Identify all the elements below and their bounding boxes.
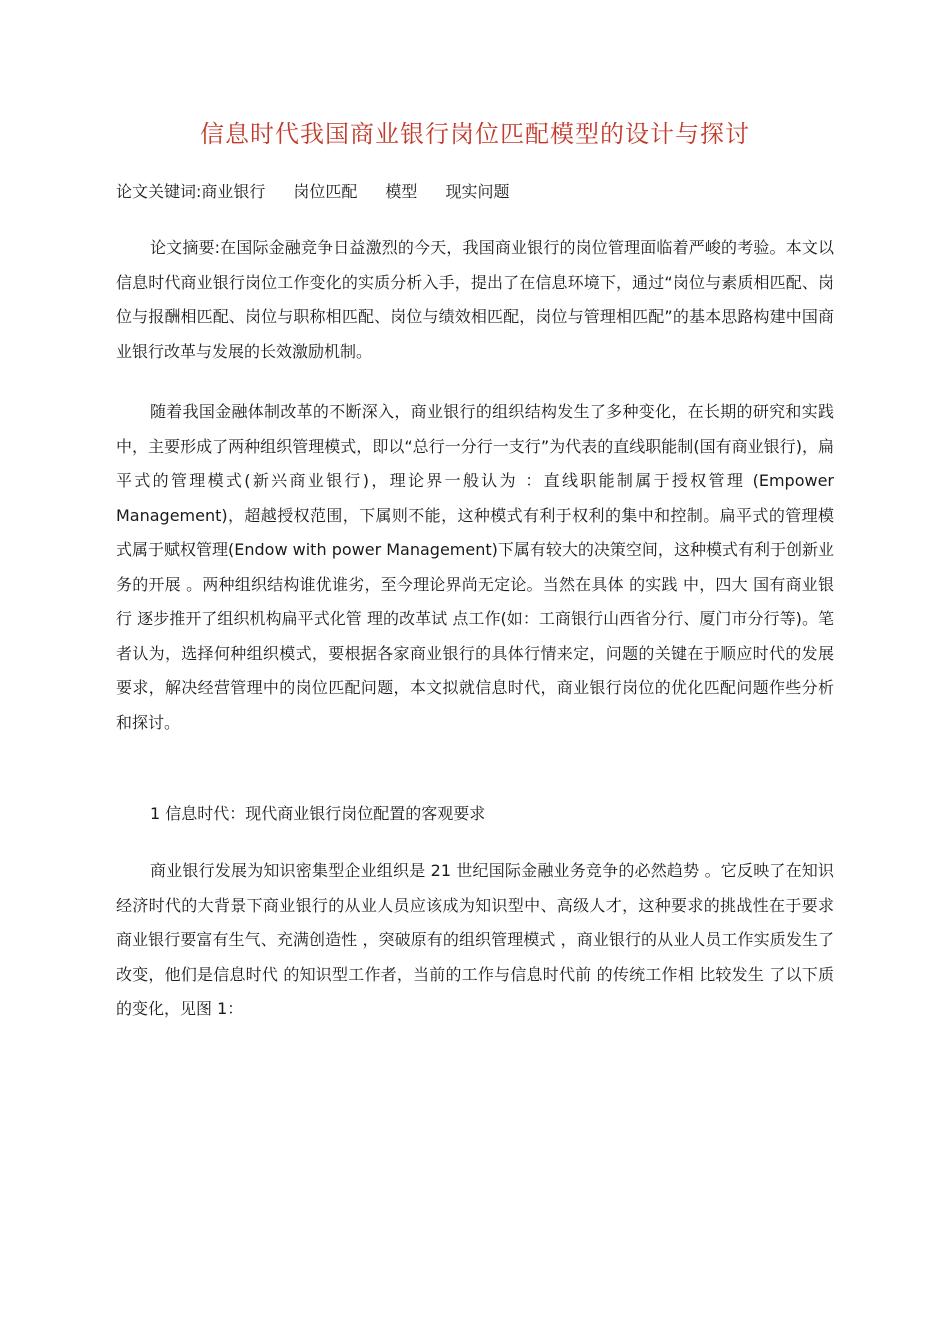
document-title: 信息时代我国商业银行岗位匹配模型的设计与探讨	[200, 120, 750, 148]
section-heading: 1 信息时代：现代商业银行岗位配置的客观要求	[150, 804, 486, 823]
keywords-line	[116, 180, 509, 204]
keyword-item: 岗位匹配	[293, 182, 358, 201]
abstract-paragraph: 论文摘要:在国际金融竞争日益激烈的今天，我国商业银行的岗位管理面临着严峻的考验。本文以信息时代商业银行岗位工作变化的实质分析入手，提出了在信息环境下，通过“岗位与素质相匹配、岗位与报酬相匹配、岗位与职称相匹配、岗位与绩效相匹配，岗位与管理相匹配”的基本思路构建中国商业银行改革与发展的长效激励机制。	[116, 238, 834, 361]
keyword-item: 现实问题	[445, 182, 510, 201]
body-paragraph: 随着我国金融体制改革的不断深入，商业银行的组织结构发生了多种变化，在长期的研究和实践中，主要形成了两种组织管理模式，即以“总行一分行一支行”为代表的直线职能制(国有商业银行)，扁平式的管理模式(新兴商业银行)，理论界一般认为 ：直线职能制属于授权管理 (Empower Management)，超越授权范围，下属则不能，这种模式有利于权利的集中和控制。扁平式的管理模式属于赋权管理(Endow with power Management)下属有较大的决策空间，这种模式有利于创新业 务的开展 。两种组织结构谁优谁劣，至今理论界尚无定论。当然在具体 的实践 中，四大 国有商业银行 逐步推开了组织机构扁平式化管 理的改革试 点工作(如：工商银行山西省分行、厦门市分行等)。笔者认为，选择何种组织模式，要根据各家商业银行的具体行情来定，问题的关键在于顺应时代的发展要求，解决经营管理中的岗位匹配问题，本文拟就信息时代，商业银行岗位的优化匹配问题作些分析和探讨。	[116, 402, 834, 732]
body-paragraph: 商业银行发展为知识密集型企业组织是 21 世纪国际金融业务竞争的必然趋势 。它反映了在知识经济时代的大背景下商业银行的从业人员应该成为知识型中、高级人才，这种要求的挑战性在于要求商业银行要富有生气、充满创造性 ，突破原有的组织管理模式 ，商业银行的从业人员工作实质发生了改变，他们是信息时代 的知识型工作者，当前的工作与信息时代前 的传统工作相 比较发生 了以下质的变化，见图 1：	[116, 861, 834, 1018]
keywords-label: 论文关键词:商业银行	[116, 182, 266, 201]
keyword-item: 模型	[385, 182, 418, 201]
